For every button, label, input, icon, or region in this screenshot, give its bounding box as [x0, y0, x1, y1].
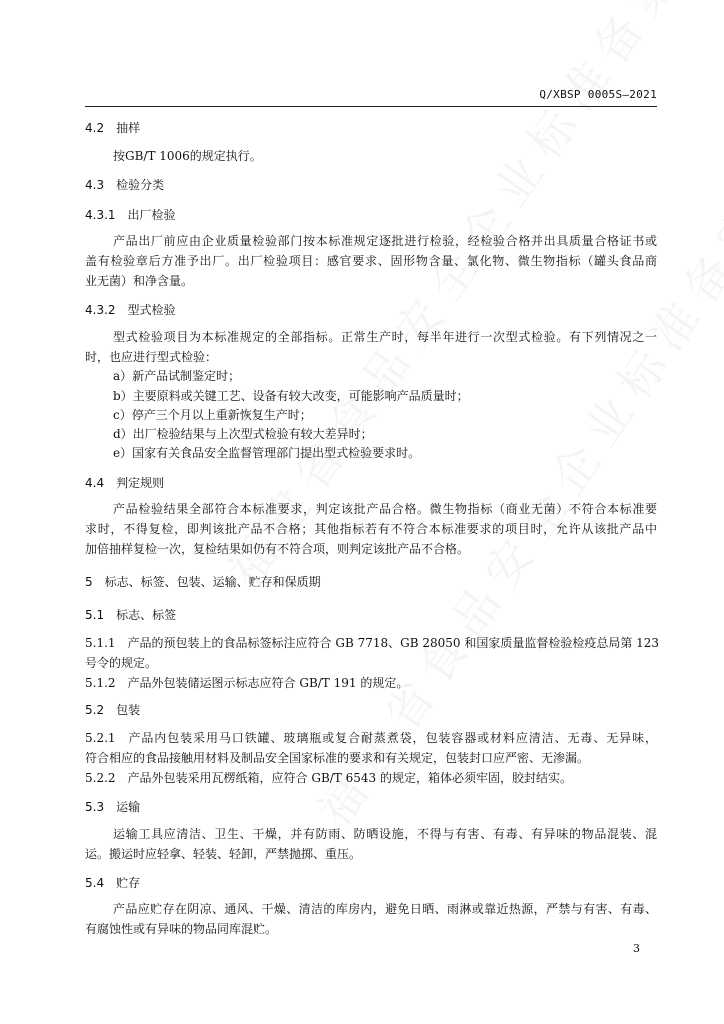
list-item: e）国家有关食品安全监督管理部门提出型式检验要求时。: [113, 446, 421, 460]
section-number: 5.1: [85, 608, 105, 622]
section-number: 4.3: [85, 178, 105, 192]
paragraph-line: 号令的规定。: [85, 656, 158, 670]
section-title: 出厂检验: [127, 208, 176, 222]
clause-5-2-1: [85, 731, 657, 745]
section-title: 运输: [116, 800, 141, 814]
clause-5-1-2: [85, 676, 408, 690]
section-title: 标志、标签、包装、运输、贮存和保质期: [104, 575, 321, 589]
list-item: b）主要原料或关键工艺、设备有较大改变，可能影响产品质量时；: [113, 389, 469, 403]
clause-number: 5.1.2: [85, 676, 116, 690]
section-heading-5: [85, 575, 321, 589]
section-heading-4-4: [85, 476, 164, 490]
section-title: 检验分类: [116, 178, 165, 192]
section-title: 抽样: [116, 121, 141, 135]
section-title: 包装: [116, 703, 141, 717]
section-heading-5-3: [85, 800, 140, 814]
clause-text: 产品内包装采用马口铁罐、玻璃瓶或复合耐蒸煮袋，包装容器或材料应清洁、无毒、无异味，: [127, 731, 657, 745]
paragraph-line: 时，也应进行型式检验：: [85, 350, 218, 364]
clause-number: 5.1.1: [85, 636, 116, 650]
clause-5-2-2: [85, 771, 572, 785]
section-number: 4.3.1: [85, 208, 116, 222]
list-item: a）新产品试制鉴定时；: [113, 369, 241, 383]
paragraph-line: 运。搬运时应轻拿、轻装、轻卸，严禁抛掷、重压。: [85, 847, 362, 861]
paragraph: 按GB/T 1006的规定执行。: [113, 149, 262, 163]
section-heading-4-3-1: [85, 208, 176, 222]
section-heading-5-1: [85, 608, 176, 622]
paragraph-line: 业无菌）和净含量。: [85, 274, 194, 288]
paragraph-line: 产品应贮存在阴凉、通风、干燥、清洁的库房内，避免日晒、雨淋或靠近热源，严禁与有害、有毒、: [113, 902, 657, 916]
section-heading-4-3-2: [85, 303, 176, 317]
paragraph-line: 型式检验项目为本标准规定的全部指标。正常生产时，每半年进行一次型式检验。有下列情况之一: [113, 330, 657, 344]
paragraph-line: 符合相应的食品接触用材料及制品安全国家标准的要求和有关规定，包装封口应严密、无渗漏。: [85, 751, 590, 765]
list-item: c）停产三个月以上重新恢复生产时；: [113, 408, 312, 422]
section-heading-4-2: [85, 121, 140, 135]
section-title: 判定规则: [116, 476, 165, 490]
section-number: 4.4: [85, 476, 105, 490]
list-item: d）出厂检验结果与上次型式检验有较大差异时；: [113, 427, 373, 441]
paragraph-line: 加倍抽样复检一次，复检结果如仍有不符合项，则判定该批产品不合格。: [85, 542, 470, 556]
clause-text: 产品外包装储运图示标志应符合 GB/T 191 的规定。: [127, 676, 409, 690]
section-number: 4.2: [85, 121, 105, 135]
clause-5-1-1: [85, 636, 660, 650]
paragraph-line: 产品出厂前应由企业质量检验部门按本标准规定逐批进行检验，经检验合格并出具质量合格证书或: [113, 234, 657, 248]
section-heading-5-4: [85, 876, 140, 890]
paragraph-line: 产品检验结果全部符合本标准要求，判定该批产品合格。微生物指标（商业无菌）不符合本标准要: [113, 502, 657, 516]
paragraph-line: 有腐蚀性或有异味的物品同库混贮。: [85, 922, 278, 936]
section-number: 5.3: [85, 800, 105, 814]
header-divider: [85, 106, 657, 107]
section-number: 4.3.2: [85, 303, 116, 317]
paragraph-line: 求时，不得复检，即判该批产品不合格；其他指标若有不符合本标准要求的项目时，允许从该批产品中: [85, 522, 657, 536]
section-title: 标志、标签: [116, 608, 177, 622]
section-number: 5: [85, 575, 93, 589]
clause-text: 产品的预包装上的食品标签标注应符合 GB 7718、GB 28050 和国家质量监督检验检疫总局第 123: [127, 636, 660, 650]
section-title: 型式检验: [127, 303, 176, 317]
section-heading-5-2: [85, 703, 140, 717]
clause-number: 5.2.2: [85, 771, 116, 785]
section-title: 贮存: [116, 876, 141, 890]
paragraph-line: 运输工具应清洁、卫生、干燥，并有防雨、防晒设施，不得与有害、有毒、有异味的物品混装、混: [113, 827, 657, 841]
section-number: 5.2: [85, 703, 105, 717]
section-heading-4-3: [85, 178, 164, 192]
clause-number: 5.2.1: [85, 731, 116, 745]
section-number: 5.4: [85, 876, 105, 890]
paragraph-line: 盖有检验章后方准予出厂。出厂检验项目：感官要求、固形物含量、氯化物、微生物指标（罐头食品商: [85, 254, 657, 268]
document-id: Q/XBSP 0005S—2021: [539, 88, 657, 101]
page-number: 3: [633, 942, 640, 955]
clause-text: 产品外包装采用瓦楞纸箱，应符合 GB/T 6543 的规定，箱体必须牢固，胶封结实。: [127, 771, 572, 785]
